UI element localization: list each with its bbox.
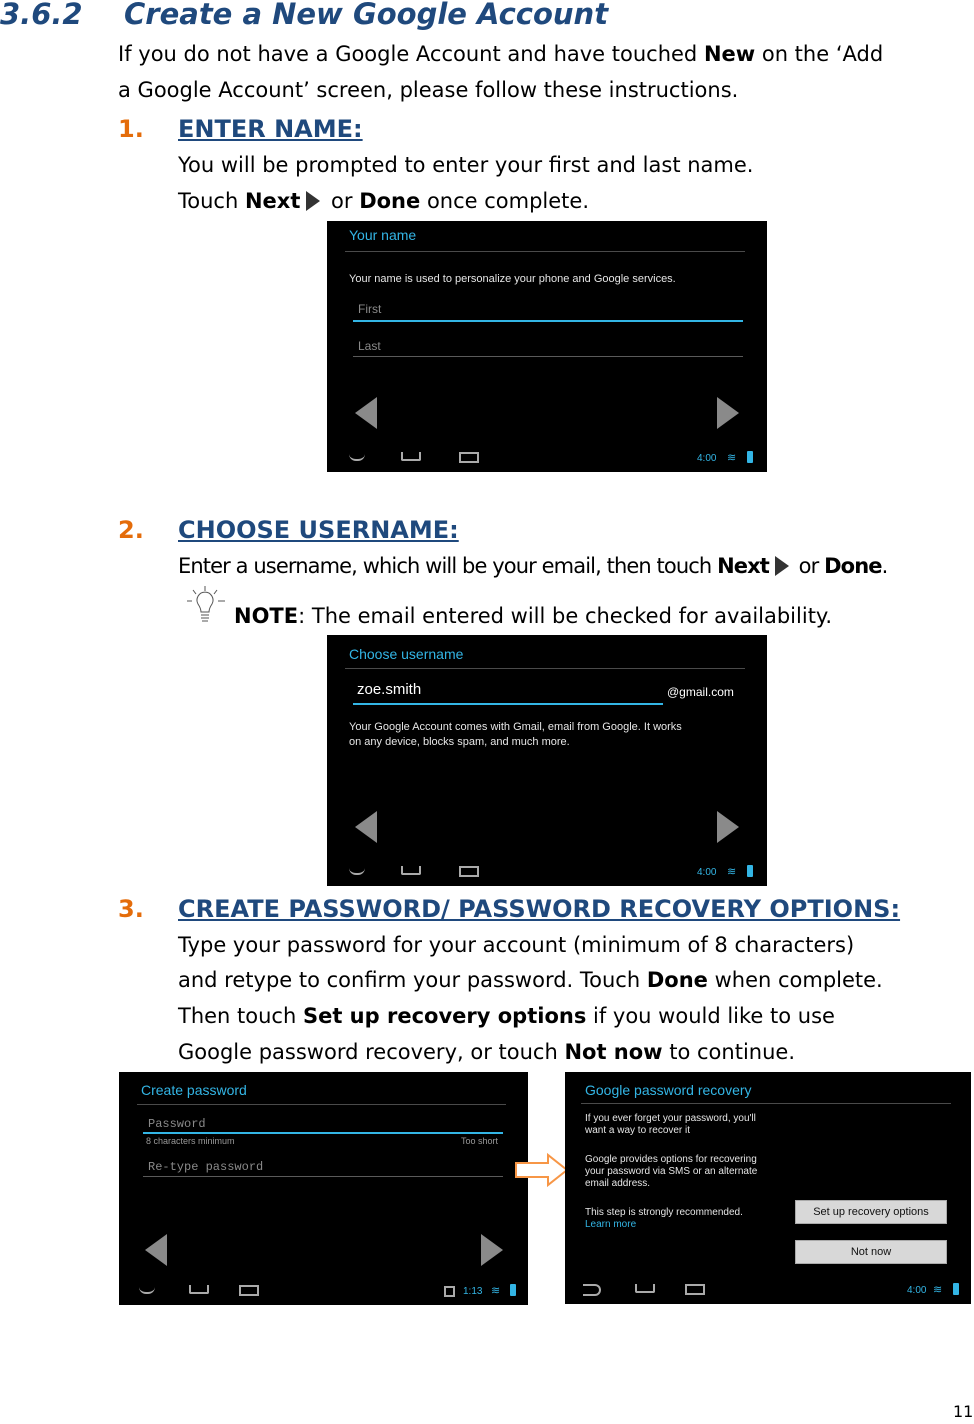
intro-text: If you do not have a Google Account and have touched — [118, 42, 704, 66]
step2-period: . — [881, 554, 888, 578]
step3-line2 — [178, 970, 883, 991]
email-domain: @gmail.com — [667, 685, 734, 699]
recent-apps-icon[interactable] — [459, 452, 479, 463]
hide-keyboard-icon[interactable] — [139, 1287, 155, 1294]
step3-number: 3. — [118, 895, 144, 923]
retype-password-input[interactable]: Re-type password — [148, 1160, 264, 1174]
wifi-icon: ≋ — [933, 1284, 943, 1296]
status-clock: 4:00 — [907, 1285, 927, 1296]
home-icon[interactable] — [401, 866, 421, 875]
recent-apps-icon[interactable] — [459, 866, 479, 877]
next-arrow-icon — [306, 191, 320, 211]
step1-or-text: or — [324, 189, 360, 213]
username-input[interactable]: zoe.smith — [357, 681, 422, 698]
next-arrow-icon — [775, 556, 789, 576]
step3-when-text: when complete. — [707, 968, 883, 992]
step1-touch-text: Touch — [178, 189, 245, 213]
screen-title: Choose username — [349, 646, 464, 662]
password-min-hint: 8 characters minimum — [146, 1136, 235, 1146]
first-name-input[interactable]: First — [358, 302, 382, 316]
title-divider — [345, 668, 745, 669]
retype-underline — [143, 1176, 503, 1177]
screen-title: Your name — [349, 227, 417, 243]
step2-enter-text: Enter a username, which will be your email, then touch — [178, 554, 718, 578]
step3-done-label: Done — [646, 968, 708, 992]
step3-continue-text: to continue. — [662, 1040, 795, 1064]
back-arrow-icon[interactable] — [145, 1234, 167, 1266]
title-divider — [137, 1104, 506, 1105]
screen-title: Google password recovery — [585, 1082, 752, 1098]
step3-line3 — [178, 1006, 835, 1027]
first-name-underline — [353, 320, 743, 322]
step1-line1: You will be prompted to enter your first and last name. — [178, 153, 754, 177]
step1-line2 — [178, 191, 589, 212]
step2-line1 — [178, 556, 887, 577]
battery-icon — [747, 451, 753, 463]
intro-line-1 — [118, 44, 883, 65]
intro-line-2: a Google Account’ screen, please follow these instructions. — [118, 78, 739, 102]
wifi-icon: ≋ — [727, 452, 737, 464]
screenshot-your-name — [327, 221, 767, 472]
not-now-button[interactable]: Not now — [795, 1240, 947, 1264]
section-title: Create a New Google Account — [124, 0, 609, 31]
screen-description: Your name is used to personalize your phone and Google services. — [349, 273, 676, 285]
screenshot-create-password — [119, 1072, 528, 1305]
recovery-p2-line1: Google provides options for recovering — [585, 1154, 757, 1165]
screen-description-1: Your Google Account comes with Gmail, email from Google. It works — [349, 721, 682, 733]
step1-once-text: once complete. — [420, 189, 590, 213]
step1-next-label: Next — [244, 189, 301, 213]
transition-arrow-icon — [514, 1152, 570, 1188]
battery-icon — [510, 1284, 516, 1296]
password-underline — [143, 1132, 503, 1134]
recovery-p3-text: This step is strongly recommended. — [585, 1207, 743, 1218]
intro-text-suffix: on the ‘Add — [755, 42, 884, 66]
step3-then-text: Then touch — [178, 1004, 303, 1028]
recovery-p2-line2: your password via SMS or an alternate — [585, 1166, 758, 1177]
last-name-underline — [353, 356, 743, 357]
hide-keyboard-icon[interactable] — [349, 454, 365, 461]
step3-setup-label: Set up recovery options — [302, 1004, 587, 1028]
next-arrow-icon[interactable] — [717, 397, 739, 429]
title-divider — [345, 251, 745, 252]
note-text: : The email entered will be checked for availability. — [298, 604, 833, 628]
username-underline — [353, 703, 663, 705]
recent-apps-icon[interactable] — [239, 1285, 259, 1296]
page-number: 11 — [953, 1402, 974, 1421]
intro-bold-new: New — [703, 42, 756, 66]
wifi-icon: ≋ — [491, 1285, 501, 1297]
step2-done-label: Done — [824, 554, 882, 578]
screenshot-choose-username — [327, 635, 767, 886]
back-icon[interactable] — [583, 1284, 601, 1296]
step2-title: CHOOSE USERNAME: — [178, 516, 459, 544]
battery-icon — [953, 1283, 959, 1295]
wifi-icon: ≋ — [727, 866, 737, 878]
recovery-paragraph-2 — [585, 1154, 757, 1190]
system-bar — [327, 442, 767, 472]
back-arrow-icon[interactable] — [355, 397, 377, 429]
system-bar — [119, 1275, 528, 1305]
recent-apps-icon[interactable] — [685, 1284, 705, 1295]
next-arrow-icon[interactable] — [481, 1234, 503, 1266]
step1-done-label: Done — [359, 189, 421, 213]
title-divider — [581, 1103, 951, 1104]
step3-retype-text: and retype to confirm your password. Touch — [178, 968, 647, 992]
recovery-paragraph-1 — [585, 1113, 756, 1137]
home-icon[interactable] — [635, 1284, 655, 1293]
learn-more-link[interactable]: Learn more — [585, 1219, 637, 1230]
system-bar — [327, 856, 767, 886]
next-arrow-icon[interactable] — [717, 811, 739, 843]
password-strength: Too short — [461, 1136, 499, 1146]
note-label: NOTE — [234, 604, 299, 628]
back-arrow-icon[interactable] — [355, 811, 377, 843]
lightbulb-icon — [183, 584, 229, 630]
section-number: 3.6.2 — [0, 0, 83, 31]
recovery-paragraph-3 — [585, 1207, 743, 1231]
step1-number: 1. — [118, 115, 144, 143]
battery-icon — [747, 865, 753, 877]
screen-title: Create password — [141, 1082, 247, 1098]
step3-title: CREATE PASSWORD/ PASSWORD RECOVERY OPTIONS: — [178, 895, 901, 923]
step3-ifyou-text: if you would like to use — [586, 1004, 835, 1028]
step3-line1: Type your password for your account (minimum of 8 characters) — [178, 933, 855, 957]
notification-icon — [444, 1286, 455, 1297]
step3-notnow-label: Not now — [564, 1040, 663, 1064]
recovery-p1-line2: want a way to recover it — [585, 1125, 691, 1136]
recovery-p2-line3: email address. — [585, 1178, 651, 1189]
step1-title: ENTER NAME: — [178, 115, 363, 143]
recovery-p1-line1: If you ever forget your password, you'll — [585, 1113, 756, 1124]
setup-recovery-button[interactable]: Set up recovery options — [795, 1200, 947, 1224]
status-clock: 4:00 — [697, 453, 717, 464]
hide-keyboard-icon[interactable] — [349, 868, 365, 875]
step3-line4 — [178, 1042, 795, 1063]
step2-next-label: Next — [717, 554, 769, 578]
last-name-input[interactable]: Last — [358, 339, 381, 353]
screenshot-password-recovery — [565, 1072, 971, 1304]
note-line — [234, 606, 832, 627]
home-icon[interactable] — [401, 452, 421, 461]
home-icon[interactable] — [189, 1285, 209, 1294]
status-clock: 1:13 — [463, 1286, 483, 1297]
status-clock: 4:00 — [697, 867, 717, 878]
step2-or-text: or — [792, 554, 825, 578]
step2-number: 2. — [118, 516, 144, 544]
system-bar — [565, 1274, 971, 1304]
password-input[interactable]: Password — [148, 1117, 206, 1131]
step3-google-text: Google password recovery, or touch — [178, 1040, 565, 1064]
screen-description-2: on any device, blocks spam, and much more. — [349, 736, 570, 748]
